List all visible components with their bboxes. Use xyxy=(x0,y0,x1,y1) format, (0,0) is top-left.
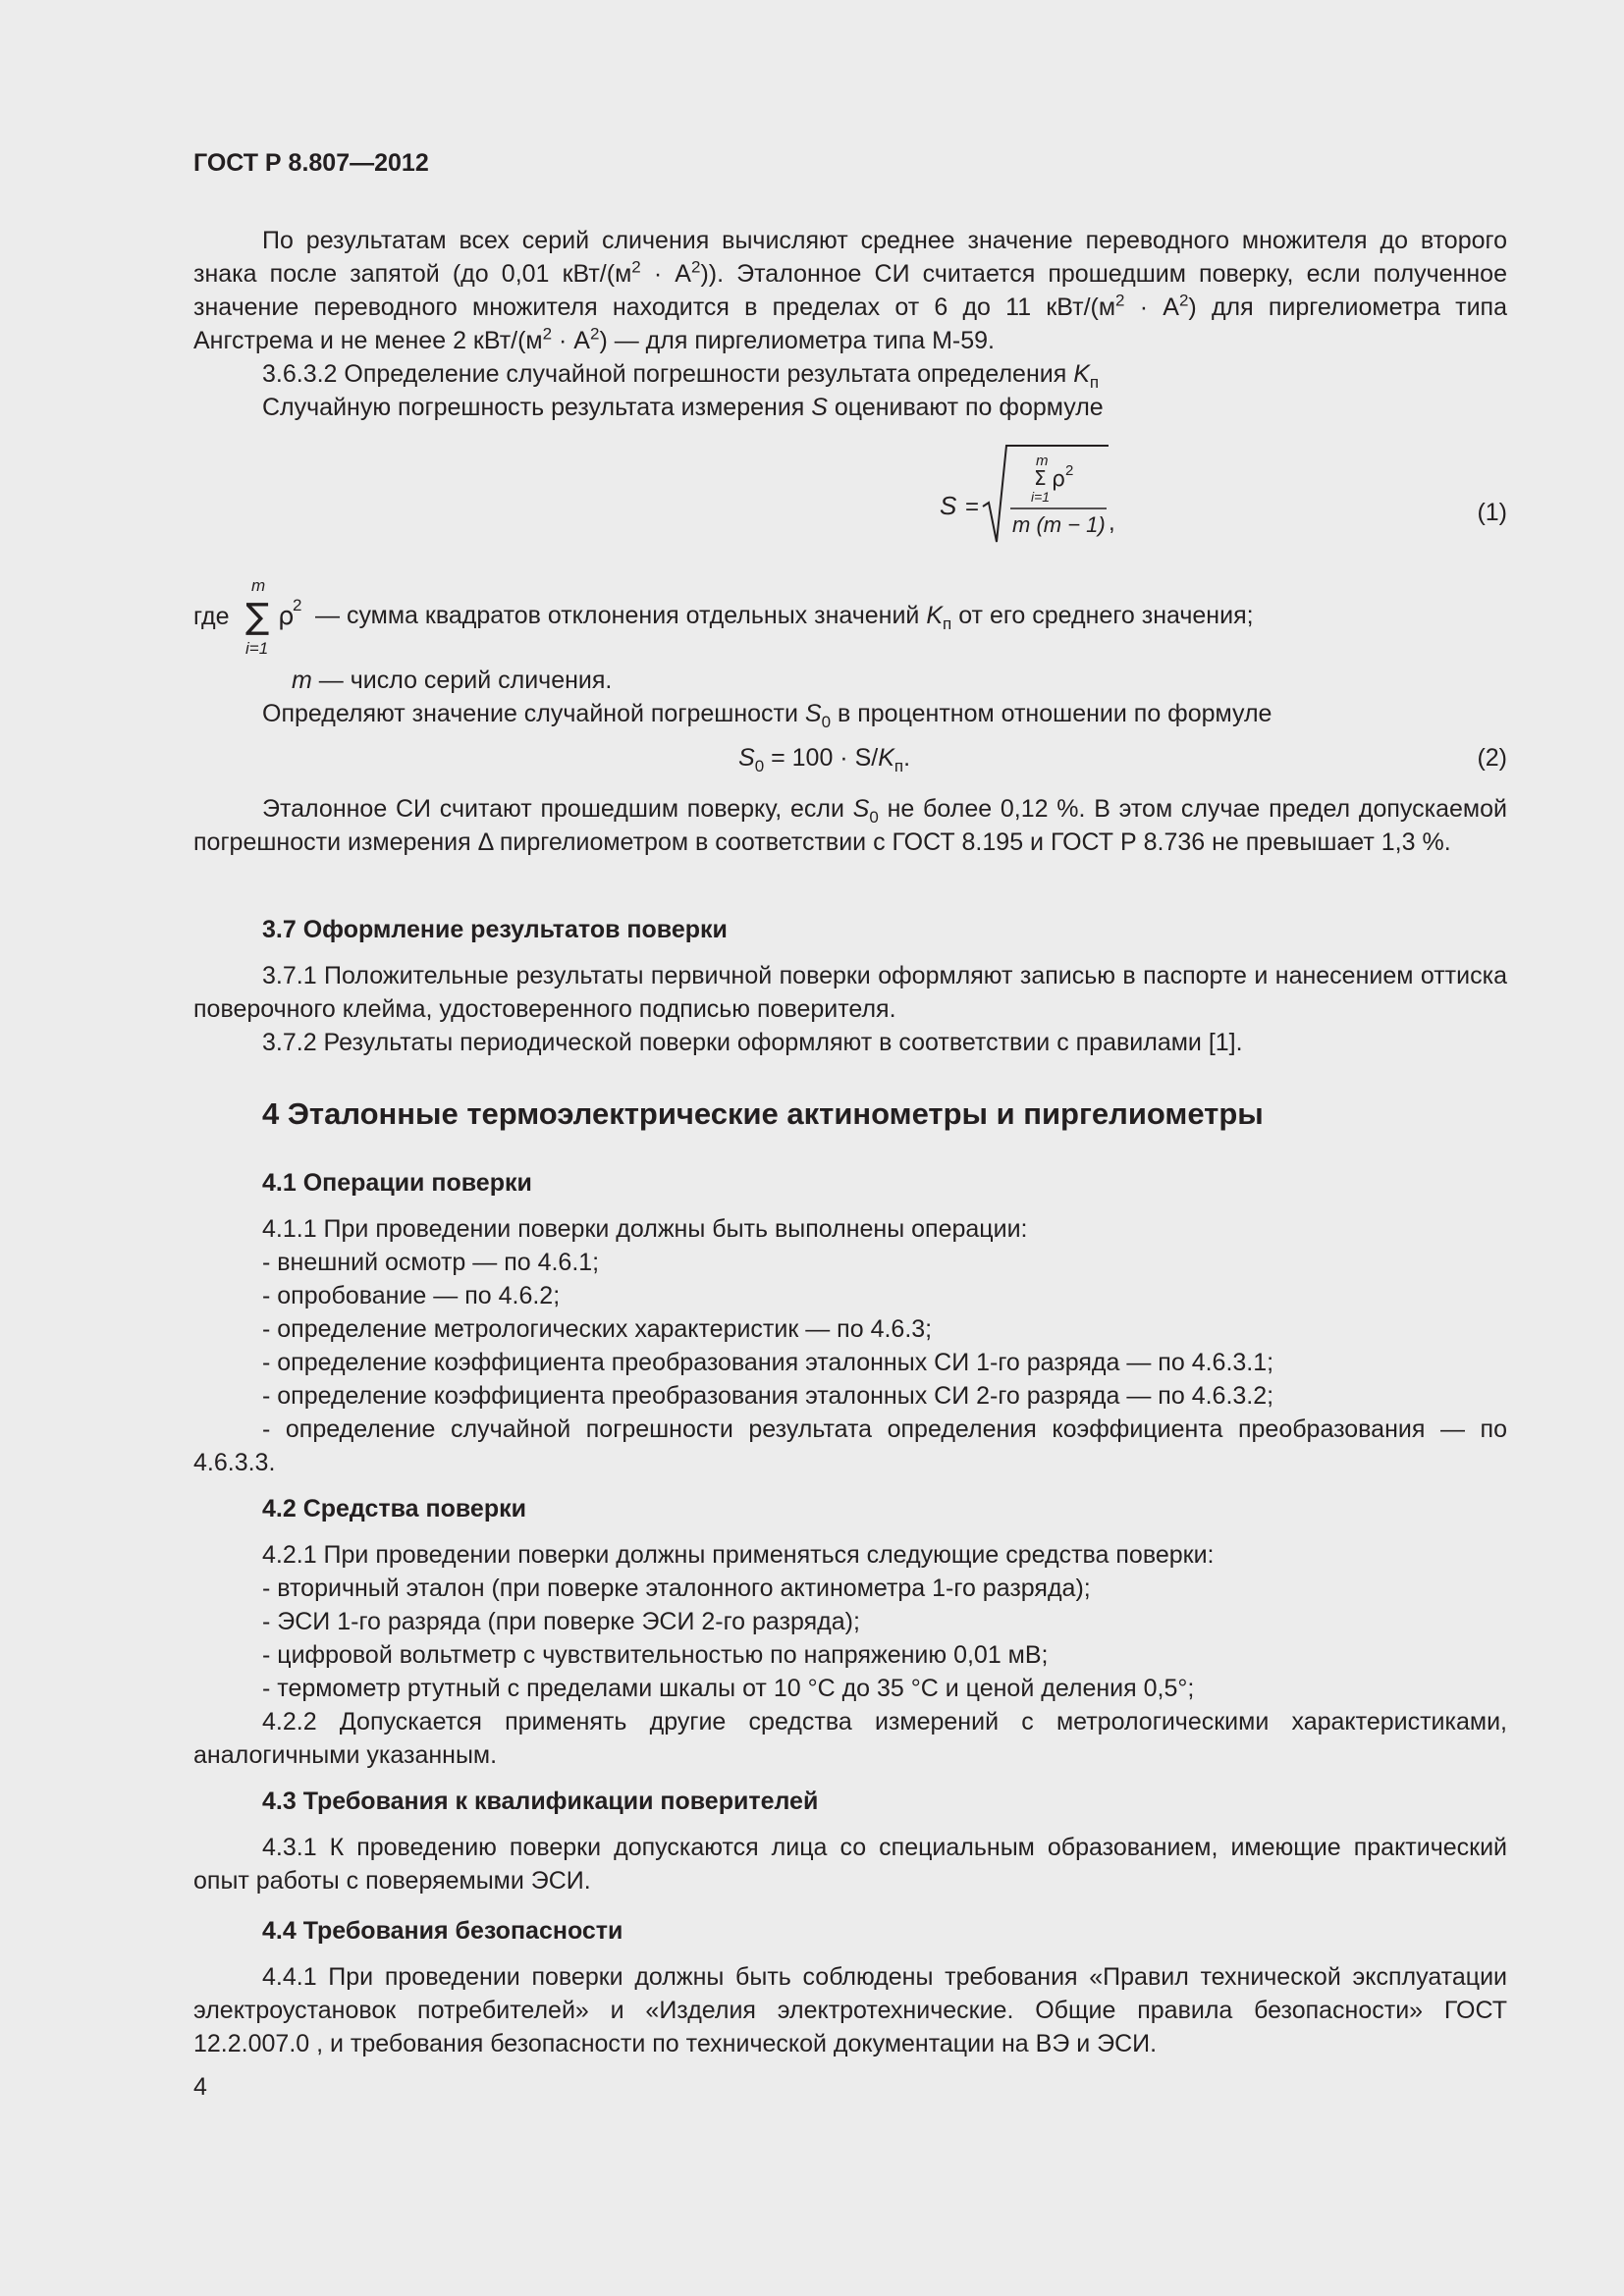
list-item: - определение метрологических характеристик — по 4.6.3; xyxy=(262,1315,933,1343)
section-3-7 xyxy=(193,913,1507,1059)
heading-4: 4 Эталонные термоэлектрические актинометры и пиргелиометры xyxy=(262,1096,1264,1131)
section-4-1 xyxy=(193,1166,1507,1479)
where-sum-graphic xyxy=(193,573,331,662)
list-item: - определение коэффициента преобразования эталонных СИ 1-го разряда — по 4.6.3.1; xyxy=(262,1349,1274,1376)
heading-4-4: 4.4 Требования безопасности xyxy=(262,1917,623,1945)
formula-1-comma: , xyxy=(1109,509,1115,536)
formula-1-eq: = xyxy=(965,494,980,520)
list-item: - вторичный эталон (при поверке эталонного актинометра 1-го разряда); xyxy=(262,1575,1091,1602)
formula-2 xyxy=(193,744,1507,777)
heading-4-3: 4.3 Требования к квалификации поверителей xyxy=(262,1788,819,1815)
subsection-3632: 3.6.3.2 Определение случайной погрешности результата определения $K_п$ xyxy=(262,360,1100,392)
formula-1-number: (1) xyxy=(1477,499,1507,526)
where-square: 2 xyxy=(293,596,302,614)
section-4-2 xyxy=(193,1492,1507,1772)
formula-1-sum-bottom: i=1 xyxy=(1031,489,1051,505)
section-4-4 xyxy=(193,1914,1507,2060)
formula-1-square: 2 xyxy=(1065,462,1074,479)
m-definition: m — число серий сличения. xyxy=(292,667,613,694)
list-item-last: - определение случайной погрешности результата определения коэффициента преобразования — по 4.6.3.3. xyxy=(193,1415,1507,1476)
list-item: - внешний осмотр — по 4.6.1; xyxy=(262,1249,600,1276)
formula-1 xyxy=(193,440,1507,548)
paragraph-4-1-1: 4.1.1 При проведении поверки должны быть выполнены операции: xyxy=(262,1215,1028,1243)
section-4 xyxy=(193,1097,1507,1131)
formula-1-sum-top: m xyxy=(1036,453,1049,469)
paragraph-3-7-1: 3.7.1 Положительные результаты первичной поверки оформляют записью в паспорте и нанесением оттиска поверочного клейма, удостоверенного подписью поверителя. xyxy=(193,962,1507,1023)
paragraph-4-4-1: 4.4.1 При проведении поверки должны быть соблюдены требования «Правил технической эксплуатации электроустановок потребителей» и «Изделия электротехнические. Общие правила безопасности» ГОСТ 12.2.007.0 , и требования безопасности по технической документации на ВЭ и ЭСИ. xyxy=(193,1963,1507,2057)
formula-1-graphic xyxy=(743,440,1136,548)
where-label: где xyxy=(193,603,230,630)
section-4-3 xyxy=(193,1785,1507,1897)
list-item: - термометр ртутный с пределами шкалы от 10 °С до 35 °С и ценой деления 0,5°; xyxy=(262,1675,1195,1702)
heading-4-2: 4.2 Средства поверки xyxy=(262,1495,526,1522)
paragraph-4-2-1: 4.2.1 При проведении поверки должны применяться следующие средства поверки: xyxy=(262,1541,1215,1569)
list-item: - определение коэффициента преобразования эталонных СИ 2-го разряда — по 4.6.3.2; xyxy=(262,1382,1274,1410)
heading-3-7: 3.7 Оформление результатов поверки xyxy=(262,916,728,943)
block-verification-pass xyxy=(193,792,1507,859)
where-sum-bottom: i=1 xyxy=(245,639,269,658)
heading-4-1: 4.1 Операции поверки xyxy=(262,1169,532,1197)
formula-1-rho: ρ xyxy=(1052,467,1065,492)
block-intro xyxy=(193,224,1507,424)
formula-1-lhs: S xyxy=(940,491,957,520)
paragraph-4-2-2: 4.2.2 Допускается применять другие средства измерений с метрологическими характеристиками, аналогичными указанным. xyxy=(193,1708,1507,1769)
page-number: 4 xyxy=(193,2073,207,2101)
where-sum-sign: ∑ xyxy=(245,597,270,637)
paragraph-determine-s0: Определяют значение случайной погрешности $S_0$ в процентном отношении по формуле xyxy=(262,700,1272,731)
where-sum-top: m xyxy=(251,576,266,595)
list-item: - ЭСИ 1-го разряда (при поверке ЭСИ 2-го разряда); xyxy=(262,1608,860,1635)
where-rho: ρ xyxy=(278,602,295,631)
where-description: — сумма квадратов отклонения отдельных значений $K_п$ от его среднего значения; xyxy=(315,602,1254,633)
paragraph-conversion-factor: По результатам всех серий сличения вычисляют среднее значение переводного множителя до второго знака после запятой (до 0,01 кВт/$(м^2 \cdot А^2)$). Эталонное СИ считается прошедшим поверку, если полученное значение переводного множителя находится в пределах от 6 до 11 кВт/$(м^2 \cdot А^2)$ для пиргелиометра типа Ангстрема и не менее 2 кВт/$(м^2 \cdot А^2)$ — для пиргелиометра типа М-59. xyxy=(193,227,1507,354)
paragraph-4-3-1: 4.3.1 К проведению поверки допускаются лица со специальным образованием, имеющие практический опыт работы с поверяемыми ЭСИ. xyxy=(193,1834,1507,1895)
formula-1-sum-sign: Σ xyxy=(1034,466,1047,490)
formula-2-expression: $S_0 = 100 \cdot S/K_п$. xyxy=(738,744,911,775)
formula-2-number: (2) xyxy=(1477,744,1507,772)
document-header: ГОСТ Р 8.807—2012 xyxy=(193,149,429,177)
paragraph-verification-pass: Эталонное СИ считают прошедшим поверку, если $S_0$ не более 0,12 %. В этом случае предел допускаемой погрешности измерения Δ пиргелиометром в соответствии с ГОСТ 8.195 и ГОСТ Р 8.736 не превышает 1,3 %. xyxy=(193,795,1507,856)
formula-1-denominator: m (m − 1) xyxy=(1012,512,1106,537)
paragraph-random-error: Случайную погрешность результата измерения S оценивают по формуле xyxy=(262,394,1104,421)
paragraph-3-7-2: 3.7.2 Результаты периодической поверки оформляют в соответствии с правилами [1]. xyxy=(262,1029,1243,1056)
list-item: - опробование — по 4.6.2; xyxy=(262,1282,561,1309)
block-definitions xyxy=(193,664,1507,730)
list-item: - цифровой вольтметр с чувствительностью по напряжению 0,01 мВ; xyxy=(262,1641,1049,1669)
